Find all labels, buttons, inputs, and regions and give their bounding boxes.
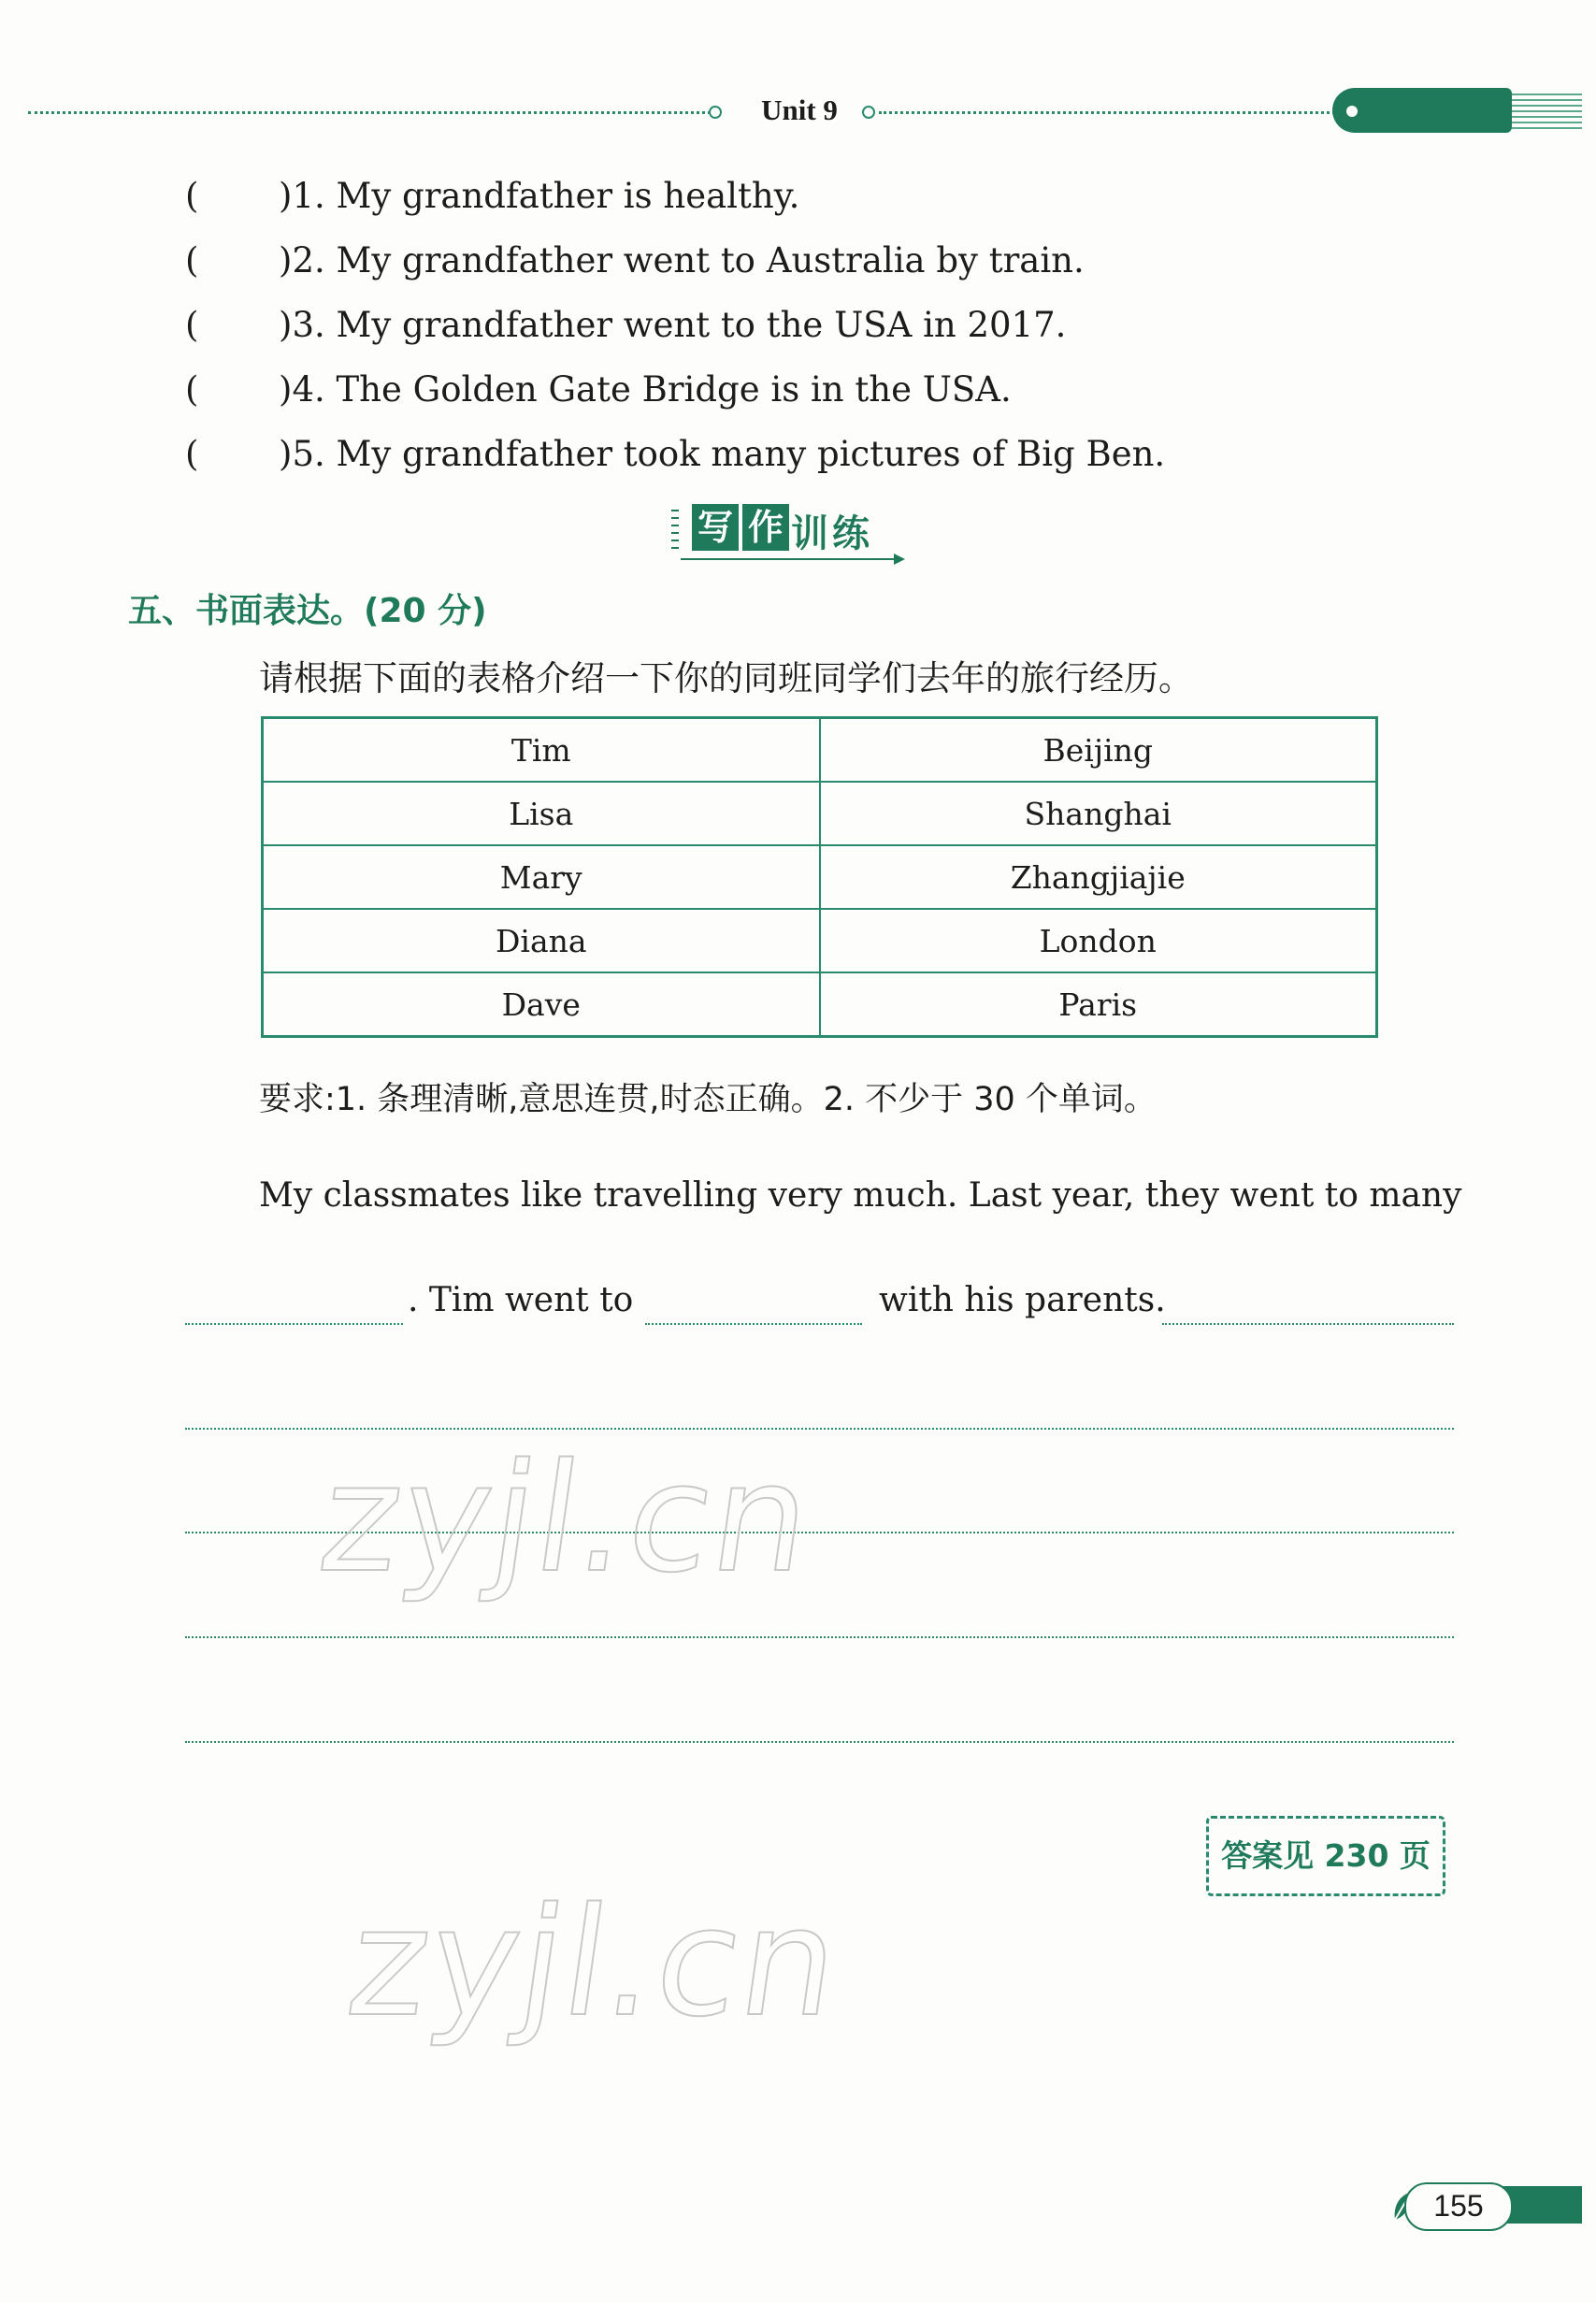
travel-table (261, 716, 1378, 1038)
writing-line[interactable] (185, 1636, 1454, 1638)
answer-reference-badge: 答案见 230 页 (1206, 1816, 1445, 1896)
writing-practice-banner (671, 500, 914, 566)
watermark: zyjl.cn (309, 1431, 823, 1605)
table-row (263, 972, 1377, 1037)
tf-item-text: 2. My grandfather went to Australia by train. (292, 240, 1085, 281)
banner-box-2: 作 (742, 504, 789, 551)
answer-blank-1[interactable] (185, 1323, 403, 1325)
tf-item-1: ( )1. My grandfather is healthy. (185, 176, 800, 216)
banner-box-1: 写 (692, 504, 739, 551)
table-cell-place: London (820, 909, 1377, 972)
tf-item-2: ( )2. My grandfather went to Australia by train. (185, 240, 1085, 281)
header-rule-left (28, 111, 711, 114)
section-title: 五、书面表达。(20 分) (128, 592, 487, 630)
writing-line[interactable] (185, 1741, 1454, 1743)
header-tab-decoration (1332, 88, 1512, 133)
table-cell-name: Lisa (263, 782, 820, 845)
banner-ticks-decoration (671, 510, 679, 551)
page-number: 155 (1404, 2182, 1513, 2231)
table-cell-place: Zhangjiajie (820, 845, 1377, 909)
header-stripes-decoration (1512, 94, 1582, 129)
table-cell-place: Paris (820, 972, 1377, 1037)
header-rule-dot-left (709, 106, 722, 119)
table-cell-name: Dave (263, 972, 820, 1037)
unit-title: Unit 9 (761, 94, 838, 126)
tf-item-text: 4. The Golden Gate Bridge is in the USA. (292, 369, 1012, 410)
header-tab-dot (1346, 106, 1358, 117)
tf-item-4: ( )4. The Golden Gate Bridge is in the USA. (185, 369, 1012, 410)
tf-item-text: 5. My grandfather took many pictures of Big Ben. (292, 434, 1166, 474)
tf-item-text: 3. My grandfather went to the USA in 2017. (292, 305, 1067, 345)
table-cell-name: Mary (263, 845, 820, 909)
essay-line-2-part-a: . Tim went to (408, 1281, 634, 1319)
table-cell-name: Diana (263, 909, 820, 972)
table-cell-place: Shanghai (820, 782, 1377, 845)
table-row (263, 909, 1377, 972)
banner-text: 训练 (791, 512, 873, 555)
section-instruction: 请根据下面的表格介绍一下你的同班同学们去年的旅行经历。 (259, 658, 1193, 698)
writing-line[interactable] (185, 1428, 1454, 1430)
requirement-text: 要求:1. 条理清晰,意思连贯,时态正确。2. 不少于 30 个单词。 (259, 1081, 1157, 1118)
table-cell-name: Tim (263, 718, 820, 783)
answer-blank-3[interactable] (1162, 1323, 1454, 1325)
tf-item-text: 1. My grandfather is healthy. (292, 176, 800, 216)
table-row (263, 718, 1377, 783)
banner-arrow-icon (681, 558, 901, 560)
table-row (263, 782, 1377, 845)
table-row (263, 845, 1377, 909)
tf-item-5: ( )5. My grandfather took many pictures of Big Ben. (185, 434, 1166, 474)
watermark: zyjl.cn (338, 1875, 851, 2050)
header-rule-right (879, 111, 1346, 114)
header-rule-dot-right (862, 106, 875, 119)
essay-line-1: My classmates like travelling very much. Last year, they went to many (259, 1176, 1462, 1215)
essay-line-2-part-b: with his parents. (879, 1281, 1166, 1319)
answer-blank-2[interactable] (645, 1323, 862, 1325)
tf-item-3: ( )3. My grandfather went to the USA in 2017. (185, 305, 1067, 345)
table-cell-place: Beijing (820, 718, 1377, 783)
